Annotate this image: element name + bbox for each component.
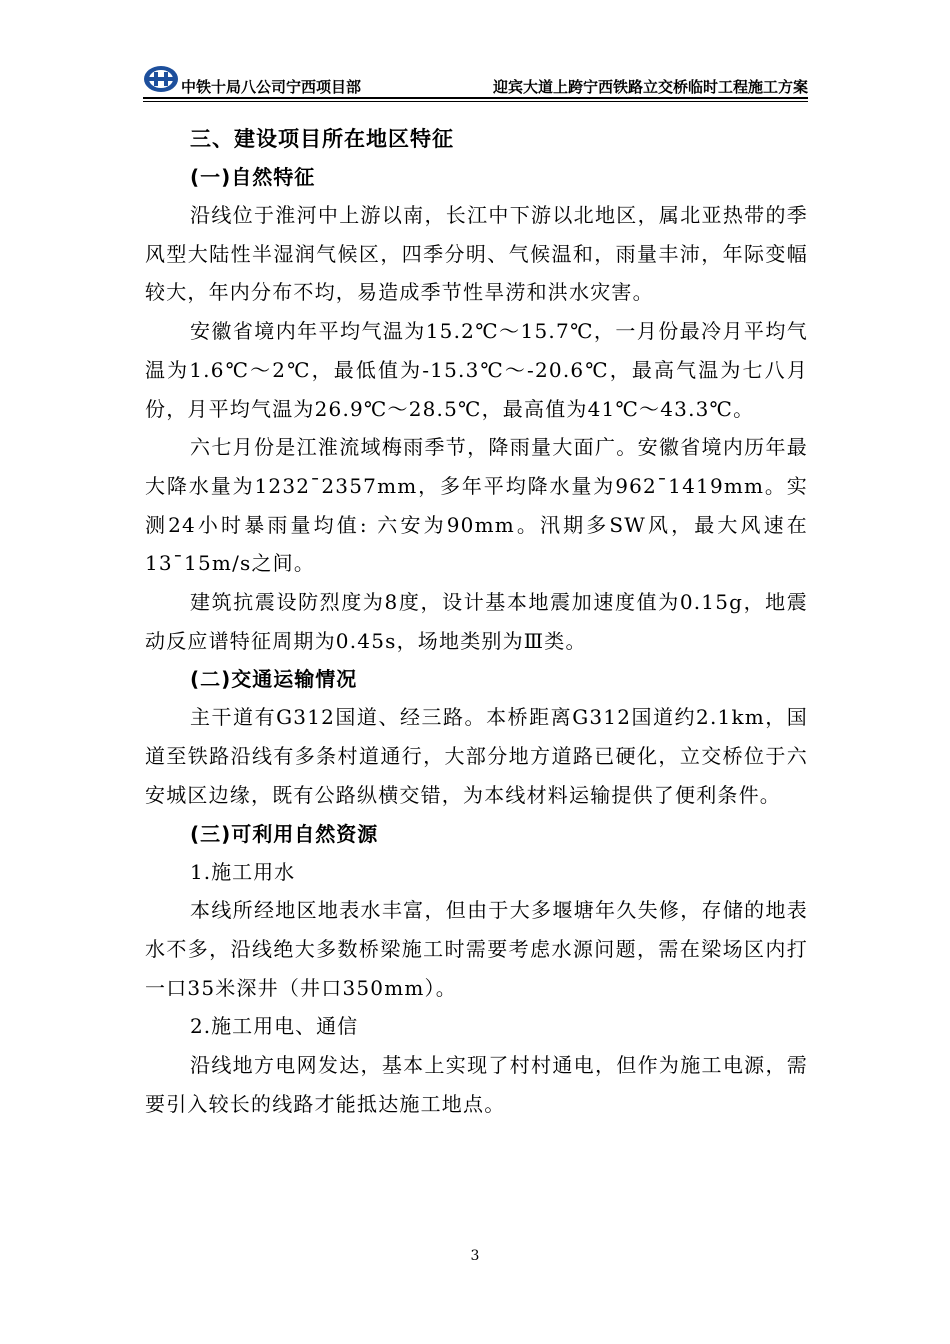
paragraph-rainfall: 六七月份是江淮流域梅雨季节，降雨量大面广。安徽省境内历年最大降水量为1232¯2357mm，多年平均降水量为962¯1419mm。实测24小时暴雨量均值: 六安为90mm。汛期多SW风，最大风速在13¯15m/s之间。 bbox=[145, 435, 808, 576]
paragraph-temperature: 安徽省境内年平均气温为15.2℃～15.7℃，一月份最冷月平均气温为1.6℃～2℃，最低值为-15.3℃～-20.6℃，最高气温为七八月份，月平均气温为26.9℃～28.5℃，最高值为41℃～43.3℃。 bbox=[145, 319, 808, 421]
item-heading-water: 1.施工用水 bbox=[190, 859, 296, 884]
company-logo-icon bbox=[143, 64, 179, 94]
header-organization: 中铁十局八公司宁西项目部 bbox=[181, 78, 362, 96]
paragraph-location-climate: 沿线位于淮河中上游以南，长江中下游以北地区，属北亚热带的季风型大陆性半湿润气候区，四季分明、气候温和，雨量丰沛，年际变幅较大，年内分布不均，易造成季节性旱涝和洪水灾害。 bbox=[145, 203, 808, 305]
header-rule-thin bbox=[143, 101, 808, 102]
paragraph-seismic: 建筑抗震设防烈度为8度，设计基本地震加速度值为0.15g，地震动反应谱特征周期为0.45s，场地类别为Ⅲ类。 bbox=[145, 590, 808, 653]
paragraph-transport: 主干道有G312国道、经三路。本桥距离G312国道约2.1km，国道至铁路沿线有多条村道通行，大部分地方道路已硬化，立交桥位于六安城区边缘，既有公路纵横交错，为本线材料运输提供了便利条件。 bbox=[145, 705, 808, 807]
subsection-heading-transport: (二)交通运输情况 bbox=[190, 667, 358, 692]
subsection-heading-natural: (一)自然特征 bbox=[190, 165, 316, 189]
item-heading-power: 2.施工用电、通信 bbox=[190, 1014, 359, 1039]
page-header bbox=[143, 60, 808, 98]
paragraph-power: 沿线地方电网发达，基本上实现了村村通电，但作为施工电源，需要引入较长的线路才能抵达施工地点。 bbox=[145, 1053, 808, 1116]
header-document-title: 迎宾大道上跨宁西铁路立交桥临时工程施工方案 bbox=[492, 78, 808, 96]
paragraph-water: 本线所经地区地表水丰富，但由于大多堰塘年久失修，存储的地表水不多，沿线绝大多数桥梁施工时需要考虑水源问题，需在梁场区内打一口35米深井（井口350mm）。 bbox=[145, 898, 808, 1000]
header-rule-thick bbox=[143, 97, 808, 99]
page-number: 3 bbox=[470, 1248, 480, 1264]
document-body bbox=[145, 120, 808, 1123]
subsection-heading-resources: (三)可利用自然资源 bbox=[190, 821, 379, 846]
section-heading: 三、建设项目所在地区特征 bbox=[190, 127, 454, 151]
